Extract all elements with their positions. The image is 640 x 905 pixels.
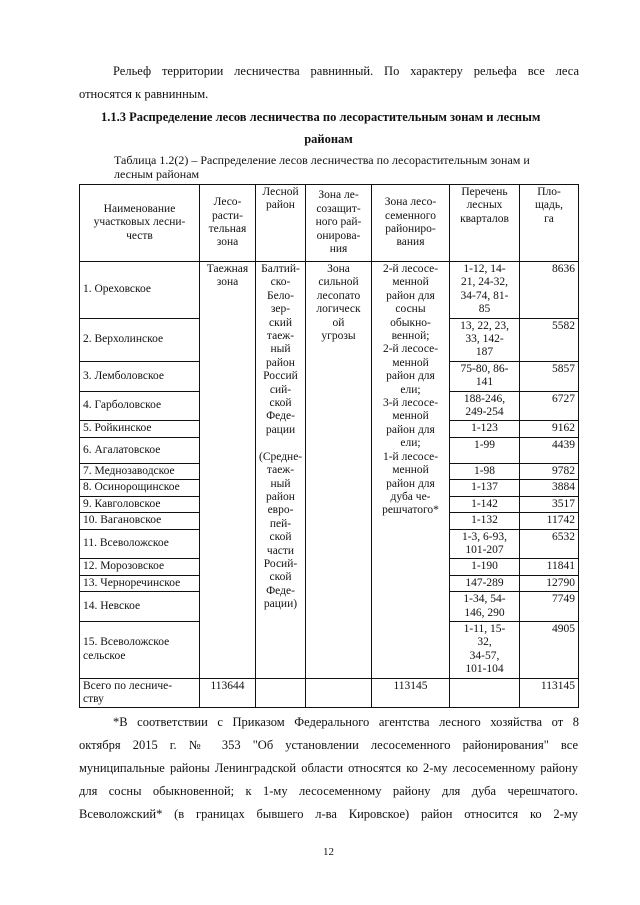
forest-region-cell: Балтий- ско- Бело- зер- ский таеж- ный район Россий сий- ской Феде- рации (Средне- таеж- ный район евро- пей- ской части Росий- ской Феде- рации) [256,262,306,679]
seed-zone-cell: 2-й лесосе- менной район для сосны обыкно- венной; 2-й лесосе- менной район для ели; 3-й лесосе- менной район для ели; 1-й лесосе- менной район для дуба че- решчатого* [372,262,450,679]
area-value: 9782 [520,463,579,479]
forestry-name: 4. Гарболовское [80,391,200,421]
footnote-line-4: для сосны обыкновенной; к 1-му лесосеменному району для дуба черешчатого. [79,784,578,798]
footnote-line-3: муниципальные районы Ленинградской области относятся ко 2-му лесосеменному району [79,761,578,775]
quarters-list: 1-3, 6-93, 101-207 [450,529,520,559]
forestry-name: 9. Кавголовское [80,496,200,512]
quarters-list: 1-132 [450,513,520,529]
total-empty-cell [450,678,520,708]
area-value: 4905 [520,621,579,678]
forestry-name: 15. Всеволожское сельское [80,621,200,678]
intro-line-2: относятся к равнинным. [79,87,209,101]
protection-zone-cell: Зона сильной лесопато логическ ой угрозы [306,262,372,679]
quarters-list: 188-246, 249-254 [450,391,520,421]
section-heading-line-1: 1.1.3 Распределение лесов лесничества по лесорастительным зонам и лесным [101,110,541,124]
forestry-name: 12. Морозовское [80,559,200,575]
area-value: 6532 [520,529,579,559]
section-heading-line-2: районам [304,132,353,146]
quarters-list: 1-123 [450,421,520,437]
area-value: 9162 [520,421,579,437]
header-protect-zone: Зона ле- созащит- ного рай- онирова- ния [306,185,372,262]
total-empty-cell [256,678,306,708]
total-zone-value: 113644 [200,678,256,708]
intro-line-1: Рельеф территории лесничества равнинный. По характеру рельефа все леса [113,64,579,78]
total-label: Всего по лесниче- ству [80,678,200,708]
area-value: 5582 [520,318,579,361]
header-quarters: Перечень лесных кварталов [450,185,520,262]
header-area: Пло- щадь, га [520,185,579,262]
area-value: 8636 [520,262,579,319]
forestry-name: 1. Ореховское [80,262,200,319]
quarters-list: 1-98 [450,463,520,479]
quarters-list: 1-137 [450,480,520,496]
footnote-line-1: *В соответствии с Приказом Федерального агентства лесного хозяйства от 8 [113,715,579,729]
table-body [80,262,579,708]
quarters-list: 1-34, 54- 146, 290 [450,592,520,622]
quarters-list: 147-289 [450,575,520,591]
forestry-name: 3. Лемболовское [80,361,200,391]
forestry-name: 7. Меднозаводское [80,463,200,479]
area-value: 11742 [520,513,579,529]
area-value: 3884 [520,480,579,496]
forestry-name: 13. Черноречинское [80,575,200,591]
area-value: 5857 [520,361,579,391]
forestry-name: 14. Невское [80,592,200,622]
header-name: Наименование участковых лесни- честв [80,185,200,262]
table-caption-line-1: Таблица 1.2(2) – Распределение лесов лесничества по лесорастительным зонам и [114,153,530,167]
quarters-list: 13, 22, 23, 33, 142- 187 [450,318,520,361]
header-zone: Лесо- расти- тельная зона [200,185,256,262]
forestry-name: 6. Агалатовское [80,437,200,463]
total-row [80,678,579,708]
area-value: 7749 [520,592,579,622]
forestry-name: 11. Всеволожское [80,529,200,559]
forestry-name: 8. Осиноροщинское [80,480,200,496]
area-value: 4439 [520,437,579,463]
quarters-list: 1-11, 15- 32, 34-57, 101-104 [450,621,520,678]
table-row [80,262,579,319]
header-region: Лесной район [256,185,306,262]
quarters-list: 1-99 [450,437,520,463]
forestry-name: 10. Вагановское [80,513,200,529]
footnote-line-2: октября 2015 г. № 353 "Об установлении лесосеменного районирования" все [79,738,578,752]
table-caption-line-2: лесным районам [114,167,200,181]
total-seed-value: 113145 [372,678,450,708]
area-value: 11841 [520,559,579,575]
quarters-list: 75-80, 86- 141 [450,361,520,391]
distribution-table [79,184,579,708]
quarters-list: 1-12, 14- 21, 24-32, 34-74, 81- 85 [450,262,520,319]
area-value: 6727 [520,391,579,421]
total-area-value: 113145 [520,678,579,708]
area-value: 12790 [520,575,579,591]
quarters-list: 1-142 [450,496,520,512]
forestry-name: 5. Ройкинское [80,421,200,437]
quarters-list: 1-190 [450,559,520,575]
footnote-line-5: Всеволожский* (в границах бывшего л-ва Кировское) район относится ко 2-му [79,807,578,821]
forestry-name: 2. Верхолинское [80,318,200,361]
total-empty-cell [306,678,372,708]
area-value: 3517 [520,496,579,512]
vegetation-zone-cell: Таежная зона [200,262,256,679]
page-number: 12 [323,846,334,858]
header-seed-zone: Зона лесо- семенного райониро- вания [372,185,450,262]
